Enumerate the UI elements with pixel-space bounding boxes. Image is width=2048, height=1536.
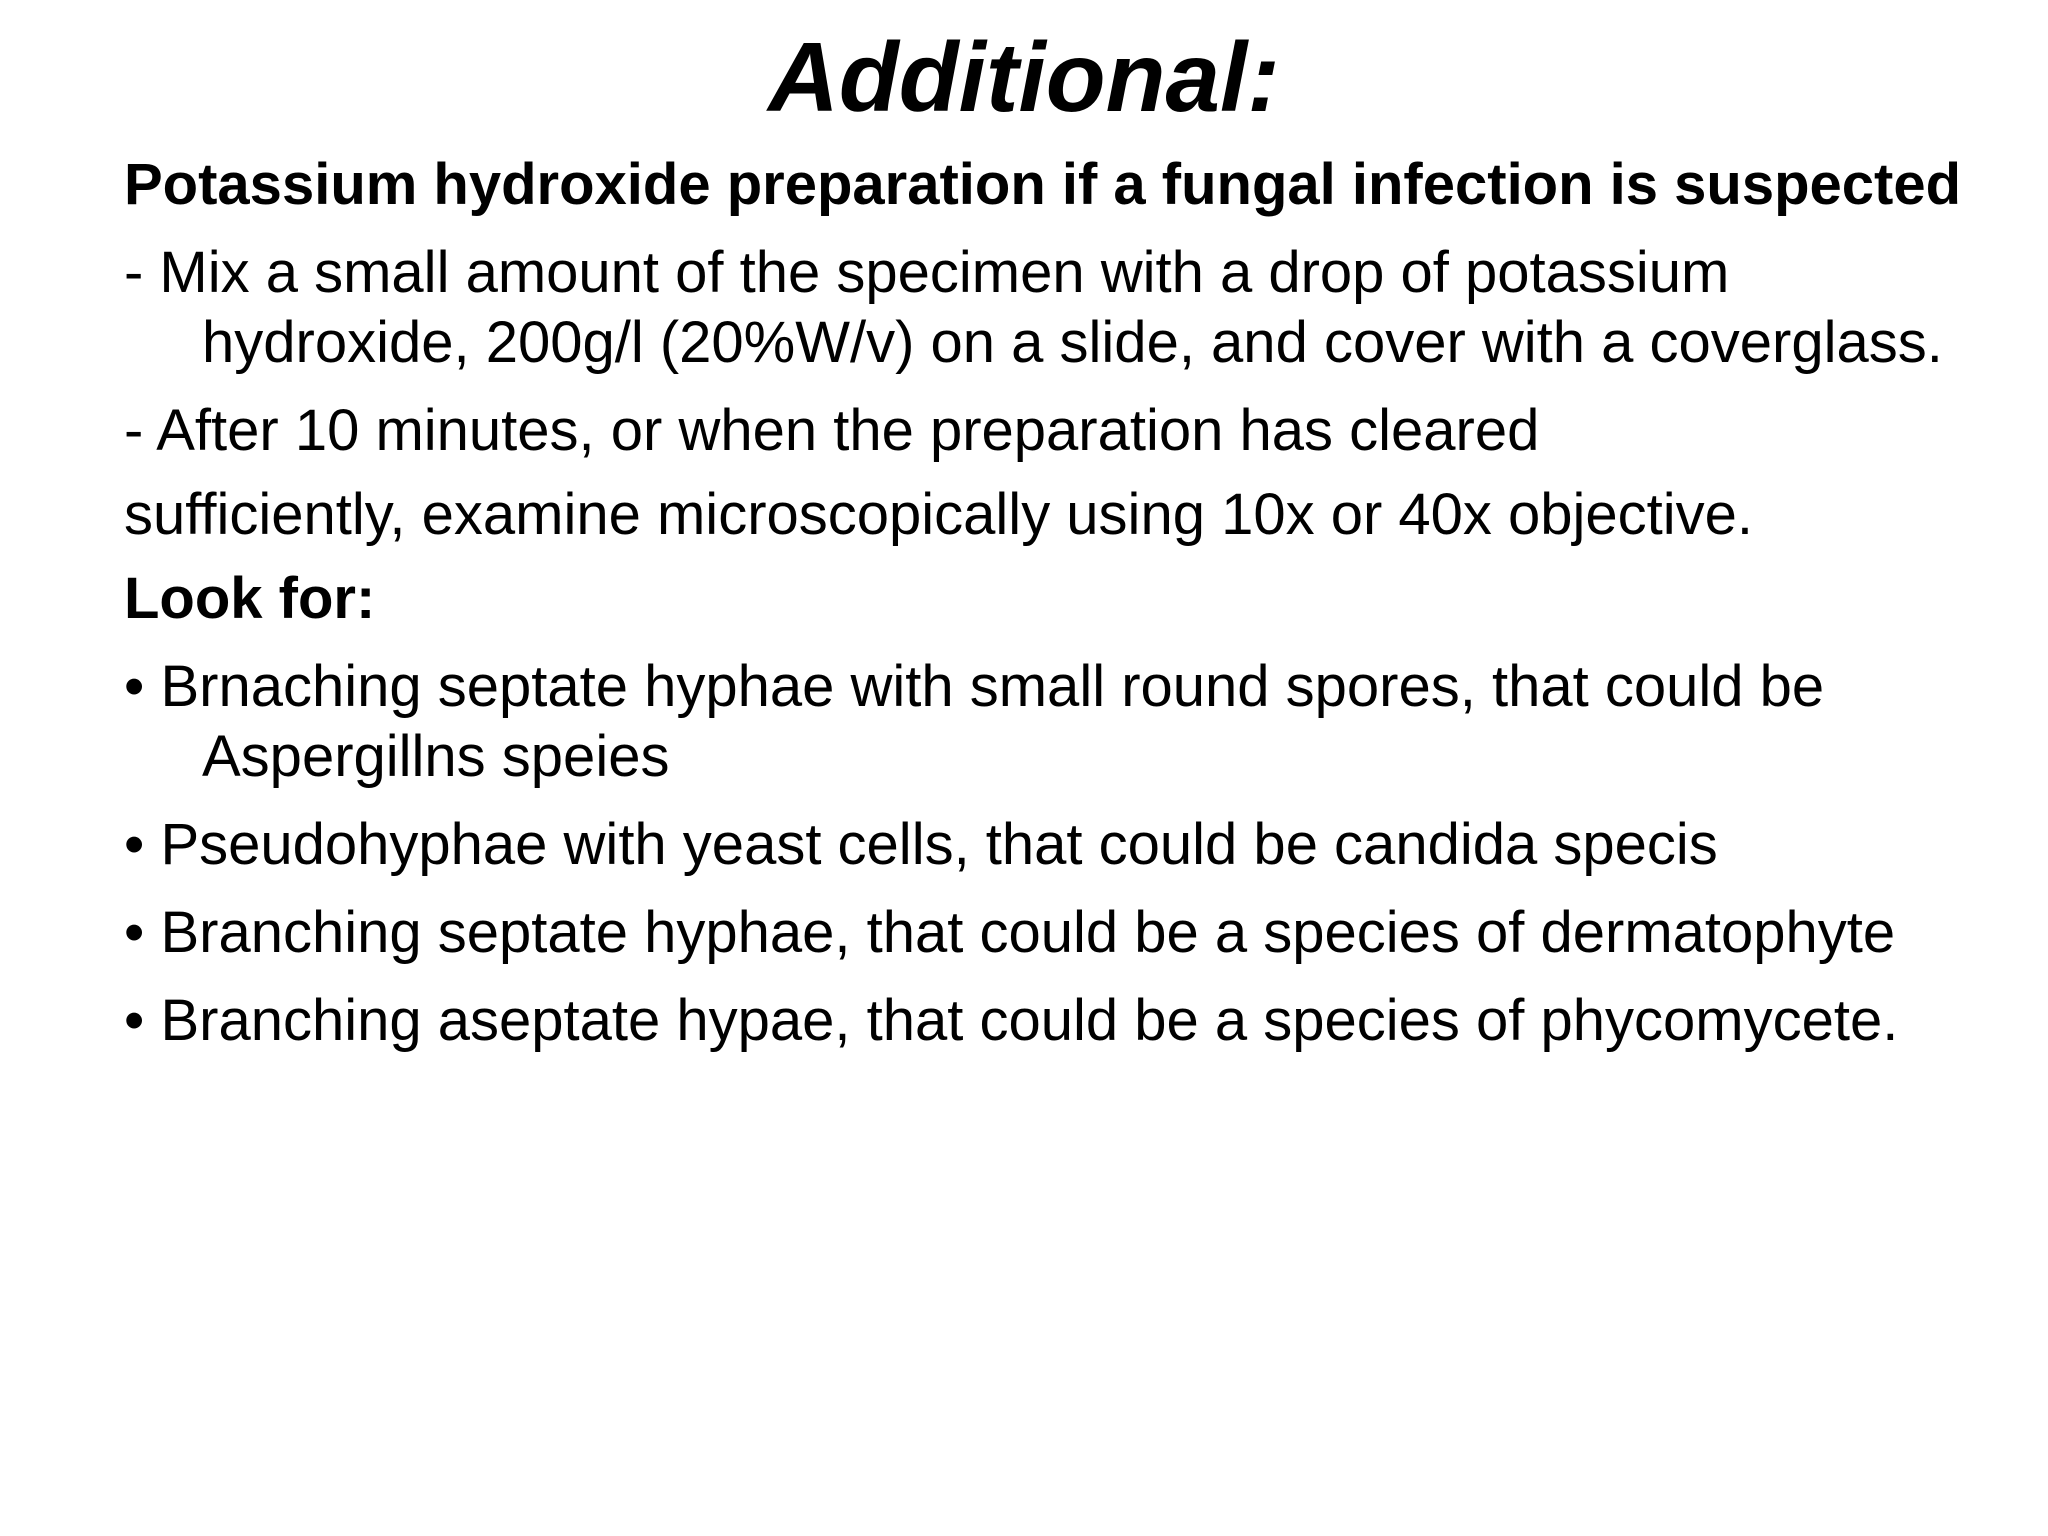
bullet-item [124, 652, 2004, 792]
section-heading: Potassium hydroxide preparation if a fungal infection is suspected [124, 152, 1962, 217]
step-examine: sufficiently, examine microscopically using 10x or 40x objective. [124, 482, 1754, 547]
bullet-text: Brnaching septate hyphae with small round spores, that could be Aspergillns speies [160, 654, 1825, 789]
bullet-text: Branching aseptate hypae, that could be a species of phycomycete. [160, 988, 1899, 1053]
bullet-item [124, 898, 2004, 968]
step-after: - After 10 minutes, or when the preparation has cleared [124, 398, 1540, 463]
bullet-icon: • [124, 988, 145, 1053]
step-mix: - Mix a small amount of the specimen with a drop of potassium hydroxide, 200g/l (20%W/v) on a slide, and cover with a coverglass. [124, 240, 1943, 375]
bullet-item [124, 810, 2004, 880]
look-for-label: Look for: [124, 566, 376, 631]
bullet-icon: • [124, 654, 145, 719]
bullet-icon: • [124, 900, 145, 965]
bullet-text: Branching septate hyphae, that could be a species of dermatophyte [160, 900, 1896, 965]
bullet-icon: • [124, 812, 145, 877]
bullet-text: Pseudohyphae with yeast cells, that could be candida specis [160, 812, 1718, 877]
slide-body [124, 150, 2004, 1056]
bullet-item [124, 986, 2004, 1056]
slide-title: Additional: [768, 22, 1280, 132]
